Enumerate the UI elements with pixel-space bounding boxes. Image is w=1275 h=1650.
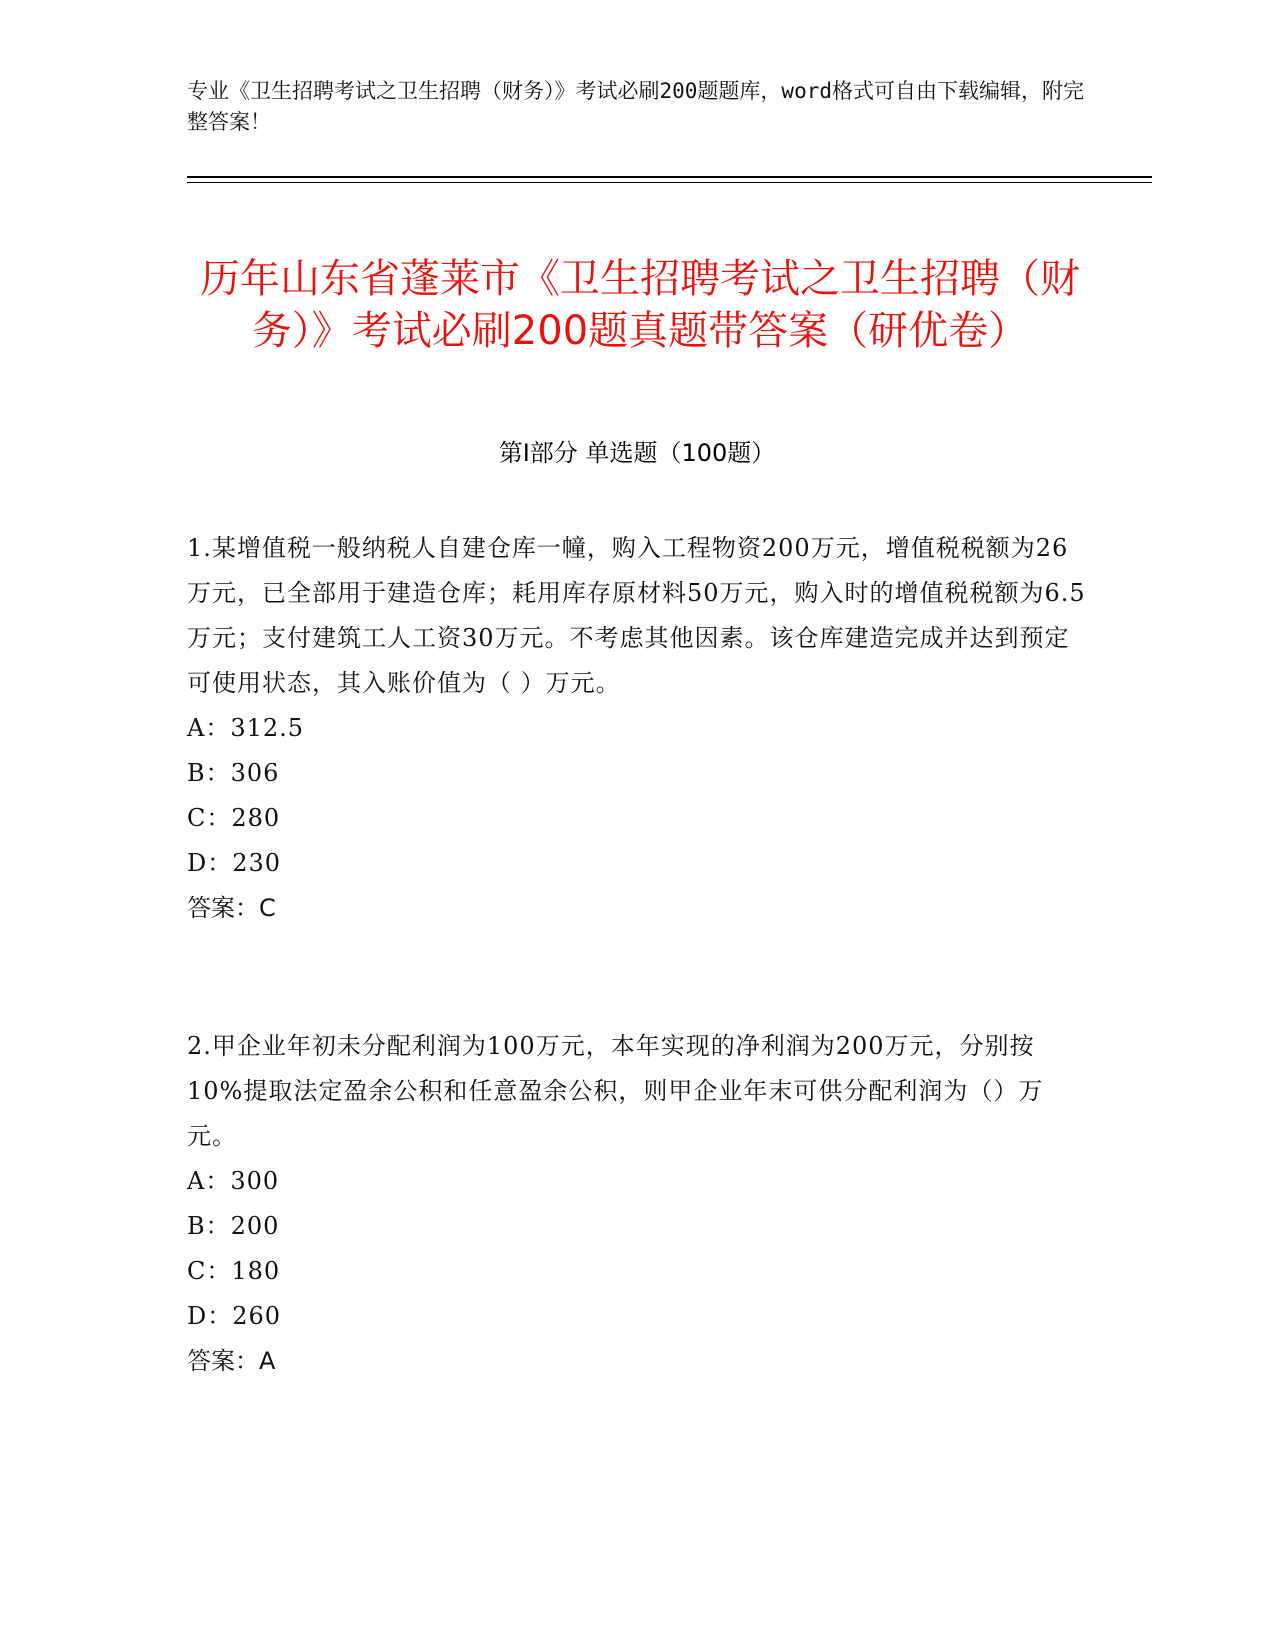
question-2 <box>187 1024 1087 1384</box>
header-note: 专业《卫生招聘考试之卫生招聘（财务）》考试必刷200题题库，word格式可自由下载编辑，附完整答案！ <box>187 79 1084 134</box>
question-stem: 2.甲企业年初未分配利润为100万元，本年实现的净利润为200万元，分别按10%提取法定盈余公积和任意盈余公积，则甲企业年末可供分配利润为（）万元。 <box>187 1032 1044 1150</box>
header-rule-thick <box>187 176 1152 178</box>
option-a: A：300 <box>187 1167 280 1195</box>
question-1 <box>187 526 1087 931</box>
header-rule-thin <box>187 182 1152 183</box>
option-c: C：180 <box>187 1257 281 1285</box>
document-title: 历年山东省蓬莱市《卫生招聘考试之卫生招聘（财务）》考试必刷200题真题带答案（研优卷） <box>200 255 1080 354</box>
option-c: C：280 <box>187 804 281 832</box>
option-b: B：306 <box>187 759 280 787</box>
option-a: A：312.5 <box>187 714 305 742</box>
option-b: B：200 <box>187 1212 280 1240</box>
answer-line: 答案：A <box>187 1347 276 1375</box>
section-heading: 第I部分 单选题（100题） <box>498 439 776 467</box>
question-stem: 1.某增值税一般纳税人自建仓库一幢，购入工程物资200万元，增值税税额为26万元，已全部用于建造仓库；耗用库存原材料50万元，购入时的增值税税额为6.5万元；支付建筑工人工资30万元。不考虑其他因素。该仓库建造完成并达到预定可使用状态，其入账价值为（ ）万元。 <box>187 534 1086 697</box>
option-d: D：260 <box>187 1302 282 1330</box>
answer-line: 答案：C <box>187 894 276 922</box>
option-d: D：230 <box>187 849 282 877</box>
